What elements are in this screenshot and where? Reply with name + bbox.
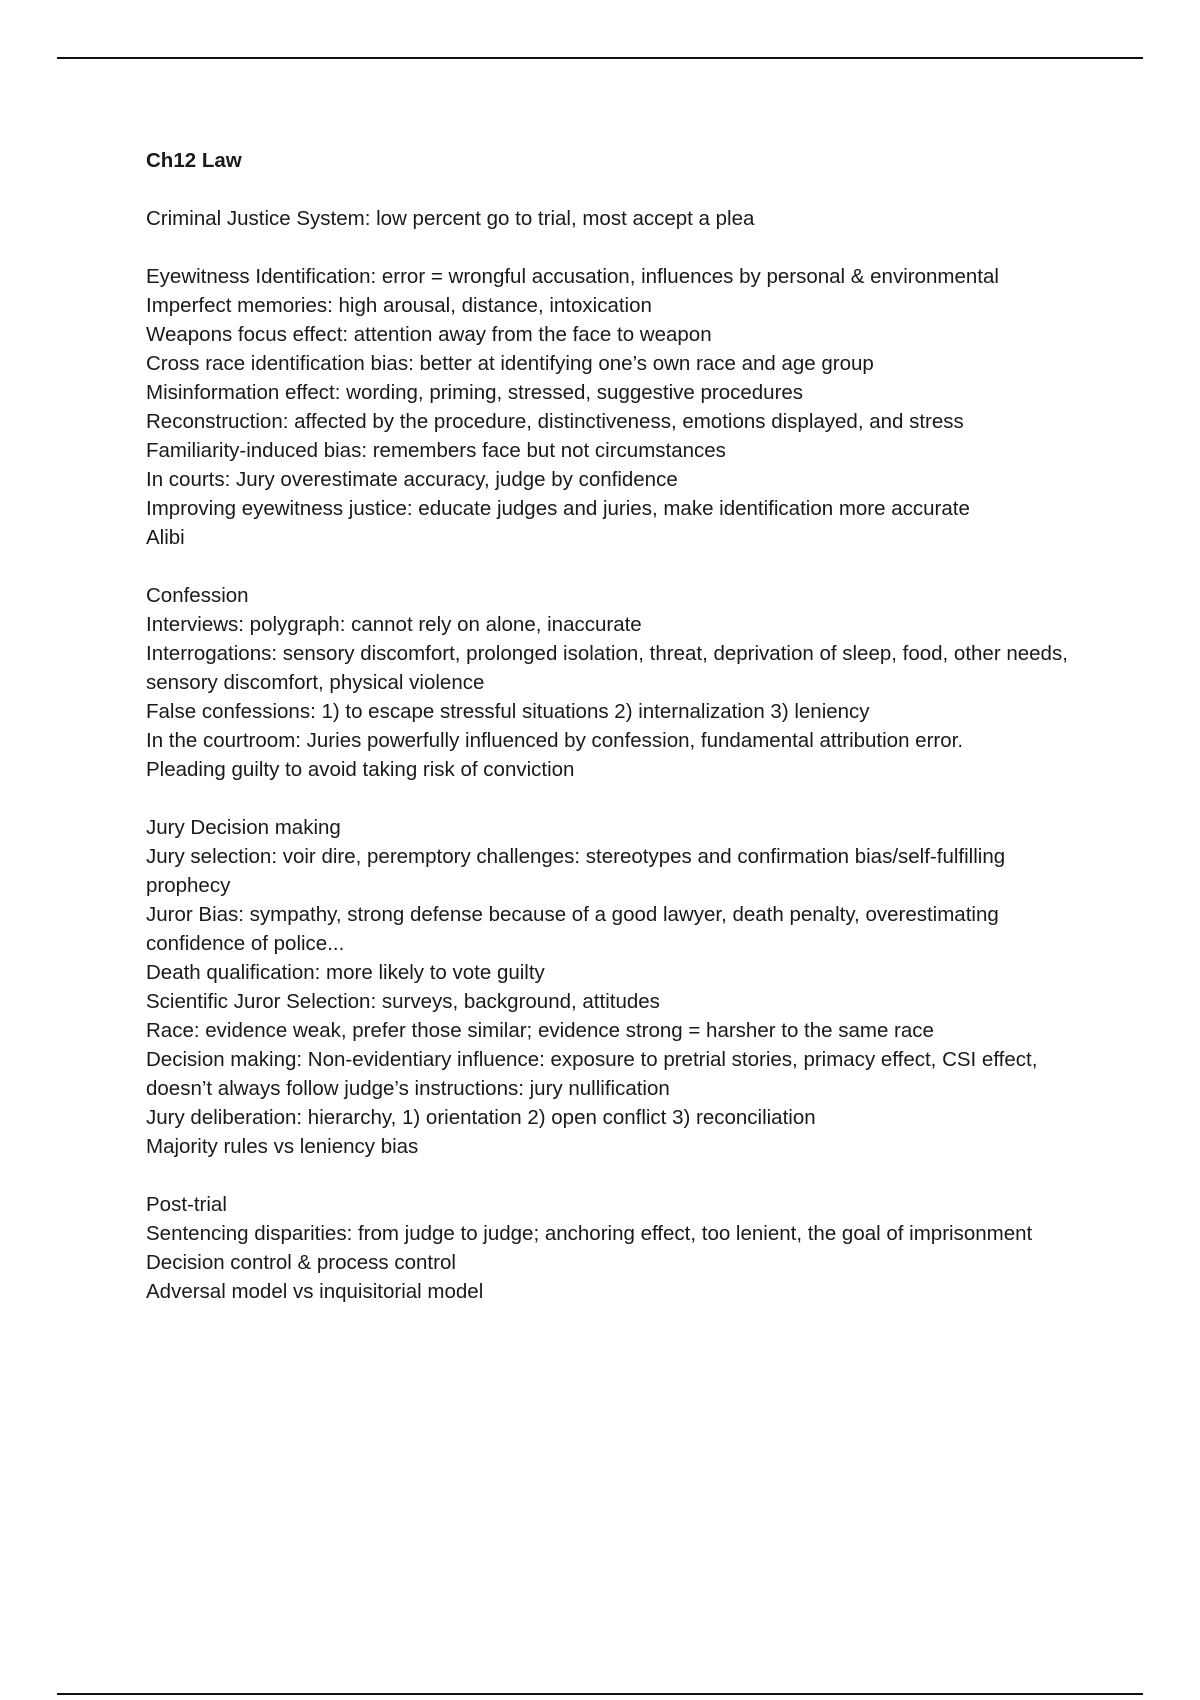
note-line: Sentencing disparities: from judge to judge; anchoring effect, too lenient, the goal of imprisonment <box>146 1222 1033 1245</box>
note-line: Decision control & process control <box>146 1251 456 1274</box>
note-line: Jury deliberation: hierarchy, 1) orientation 2) open conflict 3) reconciliation <box>146 1106 816 1129</box>
note-line: Adversal model vs inquisitorial model <box>146 1280 484 1303</box>
document-sections <box>146 204 1086 1306</box>
bottom-rule <box>57 1693 1143 1695</box>
note-line: Weapons focus effect: attention away from the face to weapon <box>146 323 712 346</box>
note-line: Decision making: Non-evidentiary influence: exposure to pretrial stories, primacy effect, CSI effect, doesn’t always follow judge’s instructions: jury nullification <box>146 1048 1044 1100</box>
note-line: Confession <box>146 584 249 607</box>
note-line: Juror Bias: sympathy, strong defense because of a good lawyer, death penalty, overestimating confidence of police... <box>146 903 1005 955</box>
note-section <box>146 204 1086 233</box>
top-rule <box>57 57 1143 59</box>
note-line: Post-trial <box>146 1193 227 1216</box>
note-section <box>146 262 1086 552</box>
note-line: False confessions: 1) to escape stressful situations 2) internalization 3) leniency <box>146 700 870 723</box>
document-body <box>146 146 1086 1335</box>
note-line: Criminal Justice System: low percent go to trial, most accept a plea <box>146 207 755 230</box>
note-line: Cross race identification bias: better at identifying one’s own race and age group <box>146 352 874 375</box>
note-section <box>146 813 1086 1161</box>
note-line: Majority rules vs leniency bias <box>146 1135 419 1158</box>
note-line: Jury selection: voir dire, peremptory challenges: stereotypes and confirmation bias/self-fulfilling prophecy <box>146 845 1011 897</box>
note-line: Eyewitness Identification: error = wrongful accusation, influences by personal & environmental <box>146 265 999 288</box>
document-title: Ch12 Law <box>146 149 242 172</box>
note-line: Race: evidence weak, prefer those similar; evidence strong = harsher to the same race <box>146 1019 934 1042</box>
note-line: Misinformation effect: wording, priming, stressed, suggestive procedures <box>146 381 804 404</box>
note-line: Imperfect memories: high arousal, distance, intoxication <box>146 294 652 317</box>
note-line: Scientific Juror Selection: surveys, background, attitudes <box>146 990 660 1013</box>
note-line: Death qualification: more likely to vote guilty <box>146 961 545 984</box>
note-line: In the courtroom: Juries powerfully influenced by confession, fundamental attribution error. <box>146 729 964 752</box>
note-line: Improving eyewitness justice: educate judges and juries, make identification more accurate <box>146 497 970 520</box>
note-section <box>146 581 1086 784</box>
note-line: Pleading guilty to avoid taking risk of conviction <box>146 758 575 781</box>
note-line: In courts: Jury overestimate accuracy, judge by confidence <box>146 468 678 491</box>
note-line: Jury Decision making <box>146 816 341 839</box>
note-line: Interrogations: sensory discomfort, prolonged isolation, threat, deprivation of sleep, food, other needs, sensory discomfort, physical violence <box>146 642 1074 694</box>
note-line: Familiarity-induced bias: remembers face but not circumstances <box>146 439 726 462</box>
note-line: Interviews: polygraph: cannot rely on alone, inaccurate <box>146 613 642 636</box>
note-line: Reconstruction: affected by the procedure, distinctiveness, emotions displayed, and stress <box>146 410 964 433</box>
note-section <box>146 1190 1086 1306</box>
note-line: Alibi <box>146 526 185 549</box>
